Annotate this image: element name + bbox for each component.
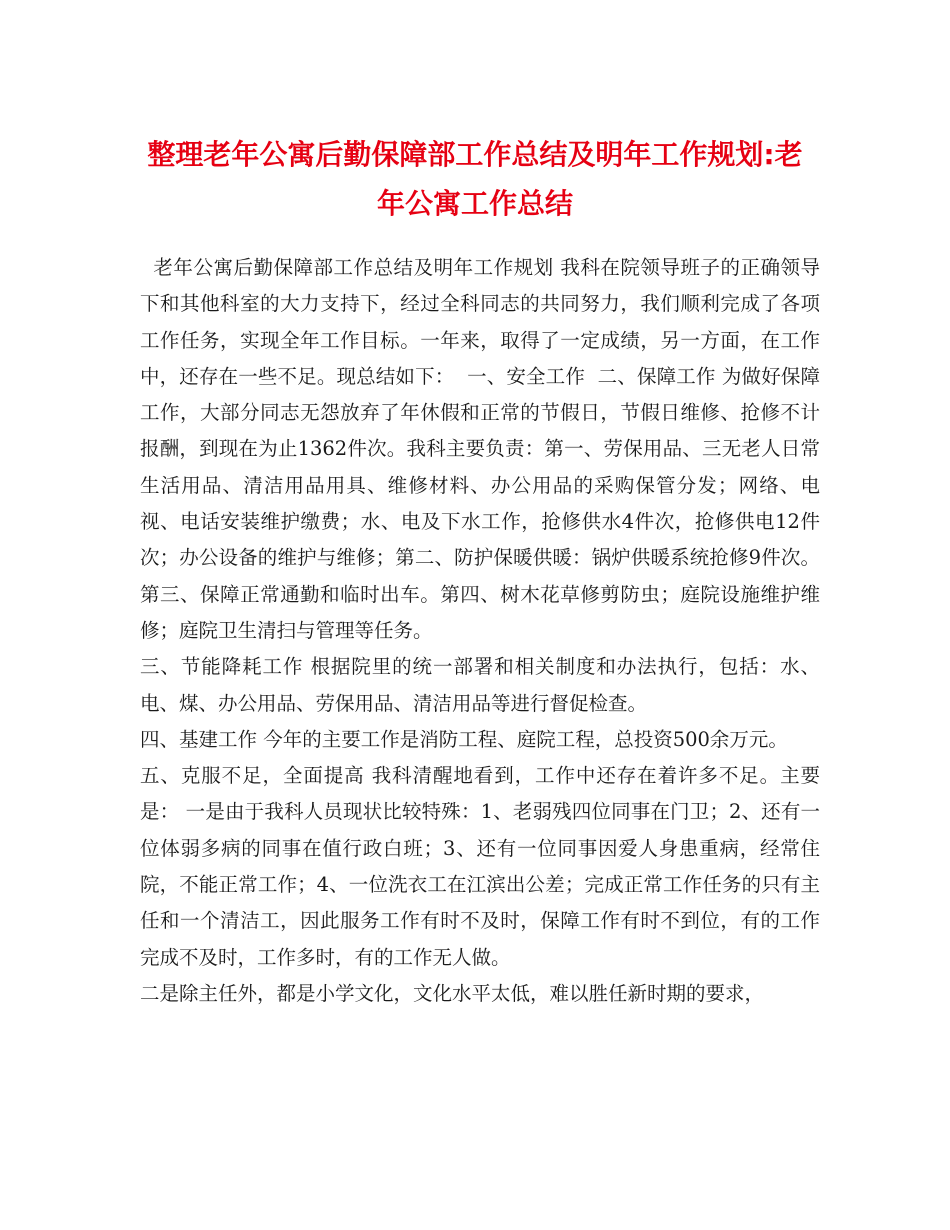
paragraph-intro: 老年公寓后勤保障部工作总结及明年工作规划 我科在院领导班子的正确领导下和其他科室的大力支持下，经过全科同志的共同努力，我们顺利完成了各项工作任务，实现全年工作目标。一年来，取得了一定成绩，另一方面，在工作中，还存在一些不足。现总结如下： 一、安全工作 二、保障工作 为做好保障工作，大部分同志无怨放弃了年休假和正常的节假日，节假日维修、抢修不计报酬，到现在为止1362件次。我科主要负责：第一、劳保用品、三无老人日常生活用品、清洁用品用具、维修材料、办公用品的采购保管分发；网络、电视、电话安装维护缴费；水、电及下水工作，抢修供水4件次，抢修供电12件次；办公设备的维护与维修；第二、防护保暖供暖：锅炉供暖系统抢修9件次。第三、保障正常通勤和临时出车。第四、树木花草修剪防虫；庭院设施维护维修；庭院卫生清扫与管理等任务。 — [140, 256, 820, 642]
paragraph-education: 二是除主任外，都是小学文化，文化水平太低，难以胜任新时期的要求， — [140, 981, 765, 1005]
paragraph-construction: 四、基建工作 今年的主要工作是消防工程、庭院工程，总投资500余万元。 — [140, 727, 788, 751]
paragraph-shortcomings: 五、克服不足，全面提高 我科清醒地看到，工作中还存在着许多不足。主要是： 一是由于我科人员现状比较特殊：1、老弱残四位同事在门卫；2、还有一位体弱多病的同事在值行政白班；3、还有一位同事因爱人身患重病，经常住院，不能正常工作；4、一位洗衣工在江滨出公差；完成正常工作任务的只有主任和一个清洁工，因此服务工作有时不及时，保障工作有时不到位，有的工作完成不及时，工作多时，有的工作无人做。 — [140, 764, 820, 969]
paragraph-energy-saving: 三、节能降耗工作 根据院里的统一部署和相关制度和办法执行，包括：水、电、煤、办公用品、劳保用品、清洁用品等进行督促检查。 — [140, 655, 820, 715]
document-title-line-2: 年公寓工作总结 — [376, 187, 573, 220]
document-body — [140, 250, 820, 1012]
document-title — [120, 130, 830, 228]
document-title-line-1: 整理老年公寓后勤保障部工作总结及明年工作规划:老 — [147, 138, 803, 171]
